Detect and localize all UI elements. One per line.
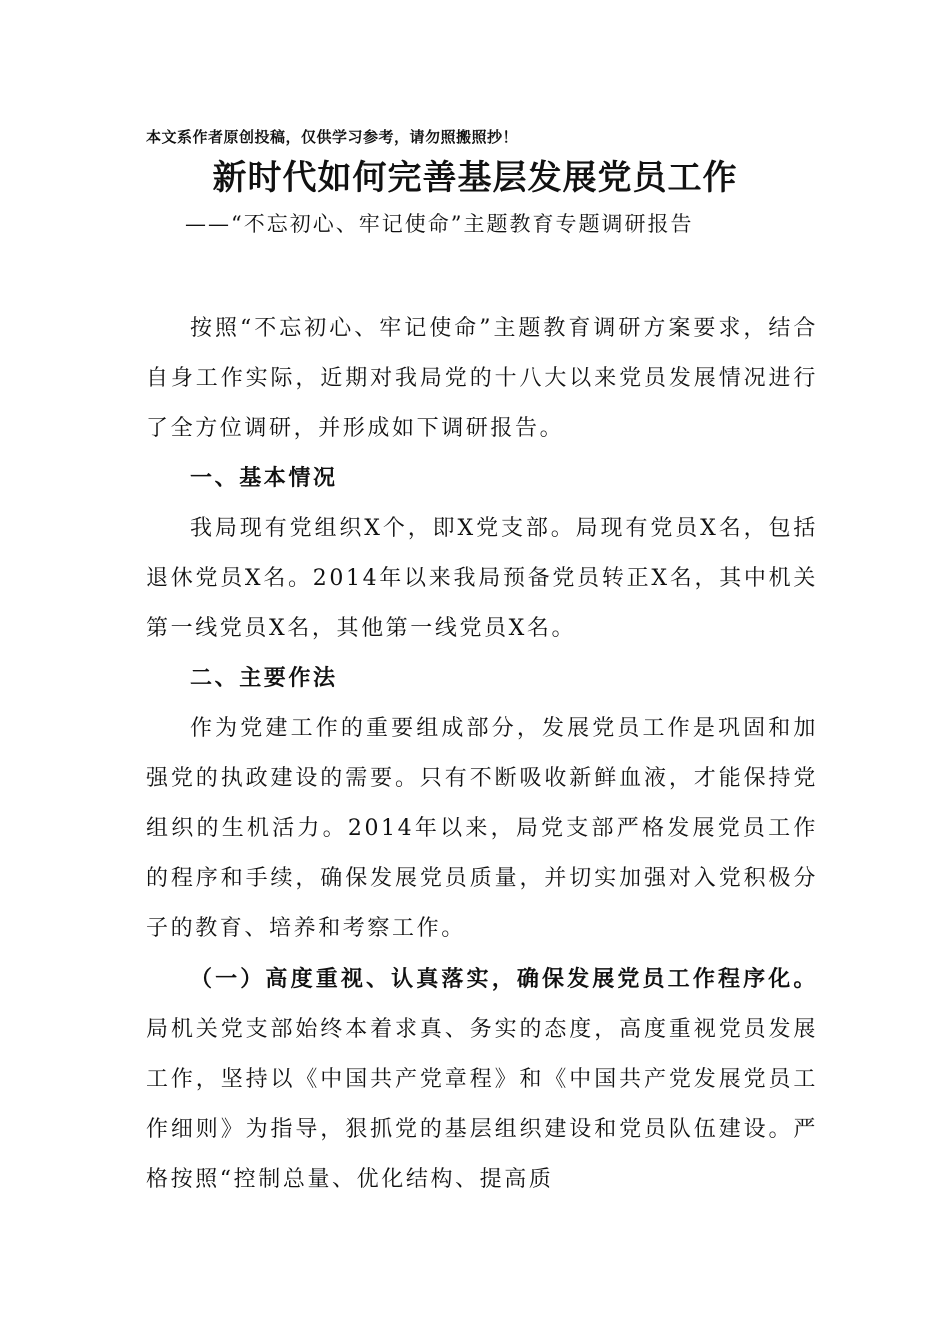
section-heading-basic-situation: 一、基本情况: [190, 466, 338, 491]
section-main-practices-paragraph: 作为党建工作的重要组成部分，发展党员工作是巩固和加强党的执政建设的需要。只有不断吸收新鲜血液，才能保持党组织的生机活力。2014年以来，局党支部严格发展党员工作的程序和手续，确保发展党员质量，并切实加强对入党积极分子的教育、培养和考察工作。: [146, 716, 818, 941]
section-basic-situation-paragraph: 我局现有党组织X个，即X党支部。局现有党员X名，包括退休党员X名。2014年以来我局预备党员转正X名，其中机关第一线党员X名，其他第一线党员X名。: [146, 516, 818, 641]
section-heading-main-practices: 二、主要作法: [190, 666, 338, 691]
subsection-heading-1: （一）高度重视、认真落实，确保发展党员工作程序化。: [190, 966, 818, 992]
document-body: [146, 304, 818, 1205]
subsection-text-1: 局机关党支部始终本着求真、务实的态度，高度重视党员发展工作，坚持以《中国共产党章程》和《中国共产党发展党员工作细则》为指导，狠抓党的基层组织建设和党员队伍建设。严格按照“控制总量、优化结构、提高质: [146, 1017, 818, 1192]
document-title: 新时代如何完善基层发展党员工作: [212, 158, 738, 198]
subsection-paragraph-1: [146, 954, 818, 1205]
copyright-notice: 本文系作者原创投稿，仅供学习参考，请勿照搬照抄！: [146, 128, 519, 146]
document-subtitle: ——“不忘初心、牢记使命”主题教育专题调研报告: [185, 212, 694, 236]
intro-paragraph: 按照“不忘初心、牢记使命”主题教育调研方案要求，结合自身工作实际，近期对我局党的十八大以来党员发展情况进行了全方位调研，并形成如下调研报告。: [146, 316, 818, 441]
